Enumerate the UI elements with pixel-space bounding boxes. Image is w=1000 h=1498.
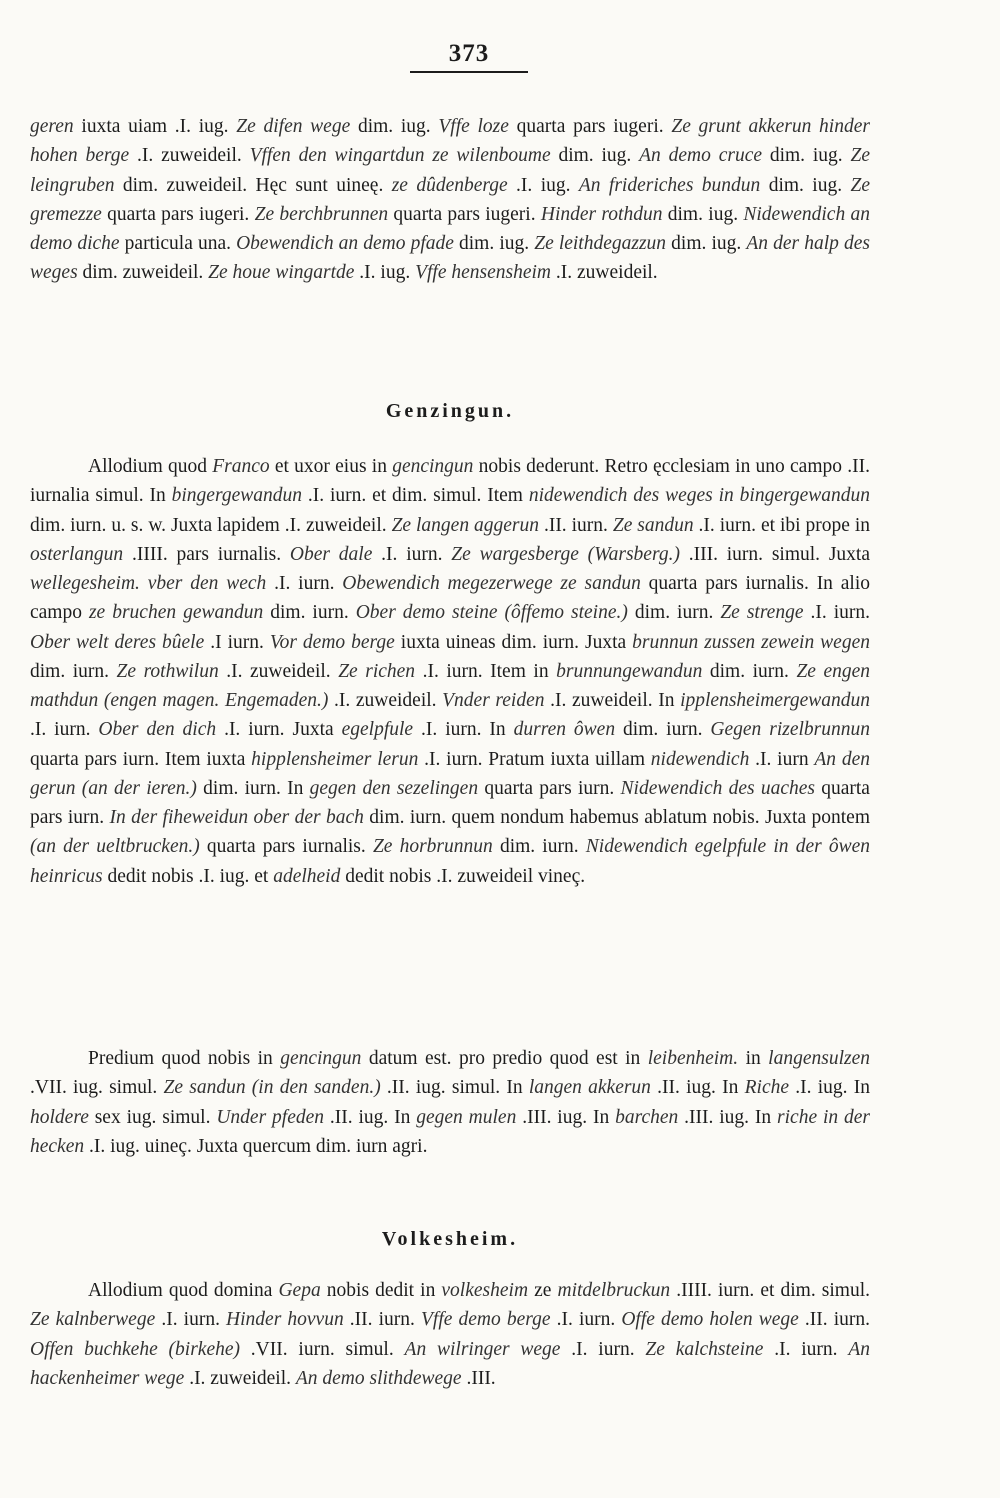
- italic-placename: egelpfule: [341, 719, 414, 741]
- italic-placename: Vor demo berge: [269, 631, 395, 653]
- italic-placename: Hinder hovvun: [226, 1309, 344, 1331]
- italic-placename: geren: [30, 116, 74, 137]
- text-run: particula una.: [119, 233, 237, 254]
- text-run: .IIII. iurn. et dim. simul.: [670, 1280, 870, 1301]
- text-run: quarta pars iurn. Item iuxta: [30, 748, 252, 770]
- text-block-volkesheim: [30, 1276, 870, 1393]
- text-run: .I. iurn: [749, 748, 815, 770]
- italic-placename: gencingun: [280, 1048, 362, 1069]
- italic-placename: An der halp des weges: [30, 233, 870, 284]
- italic-placename: Ze berchbrunnen: [254, 203, 389, 225]
- italic-placename: holdere: [30, 1106, 89, 1128]
- italic-placename: Obewendich megezerwege ze sandun: [342, 573, 641, 594]
- italic-placename: Vffe loze: [438, 116, 509, 137]
- italic-placename: adelheid: [273, 865, 341, 887]
- italic-placename: Under pfeden: [216, 1106, 324, 1128]
- italic-placename: Vnder reiden: [442, 690, 545, 711]
- italic-placename: langensulzen: [768, 1048, 870, 1069]
- text-run: .I. iug. uineç. Juxta quercum dim. iurn agri.: [84, 1135, 428, 1157]
- text-run: Allodium quod domina: [88, 1280, 279, 1301]
- text-run: dedit nobis .I. zuweideil vineç.: [340, 865, 586, 887]
- italic-placename: An wilringer wege: [404, 1338, 561, 1360]
- italic-placename: Gepa: [278, 1280, 321, 1301]
- italic-placename: volkesheim: [441, 1280, 529, 1301]
- italic-placename: bingergewandun: [171, 485, 302, 507]
- italic-placename: riche in der hecken: [30, 1106, 870, 1157]
- text-run: .I. iurn. Juxta: [216, 719, 342, 741]
- text-run: dim. iurn. quem nondum habemus ablatum nobis. Juxta pontem: [363, 807, 870, 828]
- text-run: .III.: [461, 1367, 496, 1389]
- text-run: iuxta uiam .I. iug.: [73, 116, 237, 137]
- italic-placename: An frideriches bundun: [578, 174, 761, 196]
- text-run: .I. zuweideil.: [328, 690, 443, 711]
- text-block-genzingun-2: [30, 1044, 870, 1161]
- text-run: nobis dedit in: [320, 1280, 442, 1301]
- text-run: dim. iug.: [453, 233, 535, 254]
- italic-placename: ze dûdenberge: [391, 174, 508, 196]
- italic-placename: Ze kalnberwege: [30, 1309, 156, 1331]
- italic-placename: Ze sandun: [612, 514, 694, 536]
- text-run: .III. iug. In: [516, 1106, 616, 1128]
- italic-placename: wellegesheim. vber den wech: [30, 573, 267, 594]
- italic-placename: Ober dale: [289, 543, 373, 565]
- italic-placename: An demo cruce: [639, 145, 763, 167]
- italic-placename: Ober demo steine (ôffemo steine.): [355, 602, 628, 624]
- text-run: dim. iug.: [760, 174, 851, 196]
- text-run: .II. iurn.: [798, 1309, 871, 1331]
- italic-placename: Ze wargesberge (Warsberg.): [451, 543, 680, 565]
- italic-placename: nidewendich: [650, 748, 750, 770]
- text-run: quarta pars iugeri.: [388, 203, 541, 225]
- text-run: .I. iurn. et ibi prope in: [693, 514, 870, 536]
- text-run: quarta pars iugeri.: [508, 116, 672, 137]
- italic-placename: Ze sandun (in den sanden.): [163, 1077, 381, 1099]
- italic-placename: Ober den dich: [98, 719, 217, 741]
- text-run: .III. iug. In: [678, 1106, 778, 1128]
- italic-placename: Ze leithdegazzun: [534, 233, 667, 254]
- text-run: dim. iurn.: [492, 836, 586, 858]
- text-run: dedit nobis .I. iug. et: [102, 865, 274, 887]
- text-run: quarta pars iurnalis. In alio campo: [30, 573, 870, 624]
- text-run: iuxta uineas dim. iurn. Juxta: [394, 631, 633, 653]
- italic-placename: Vffe demo berge: [421, 1309, 551, 1331]
- section-heading-genzingun: Genzingun.: [385, 400, 515, 422]
- italic-placename: leibenheim.: [647, 1048, 739, 1069]
- text-run: .I. zuweideil.: [184, 1367, 296, 1389]
- italic-placename: Ze kalchsteine: [645, 1338, 764, 1360]
- italic-placename: Ze richen: [338, 660, 416, 682]
- text-run: .I. iurn.: [550, 1309, 622, 1331]
- text-run: dim. iug.: [666, 233, 747, 254]
- italic-placename: gegen den sezelingen: [309, 777, 479, 799]
- italic-placename: In der fiheweidun ober der bach: [109, 807, 364, 828]
- paragraph: [30, 1276, 870, 1393]
- text-run: .I. iurn.: [763, 1338, 849, 1360]
- text-run: quarta pars iurnalis.: [199, 836, 373, 858]
- text-run: .VII. iurn. simul.: [240, 1338, 405, 1360]
- italic-placename: Ze strenge: [720, 602, 804, 624]
- italic-placename: Obewendich an demo pfade: [236, 233, 454, 254]
- text-run: .I. zuweideil.: [129, 145, 250, 167]
- italic-placename: Ze difen wege: [236, 116, 351, 137]
- text-run: .II. iurn.: [539, 514, 613, 536]
- text-run: dim. iurn.: [627, 602, 721, 624]
- italic-placename: Ze gremezze: [30, 174, 870, 225]
- text-run: .I. iurn.: [266, 573, 343, 594]
- italic-placename: Ze rothwilun: [116, 660, 219, 682]
- text-run: .III. iurn. simul. Juxta: [679, 543, 871, 565]
- text-run: .I. iurn.: [155, 1309, 227, 1331]
- italic-placename: Nidewendich an demo diche: [30, 203, 870, 254]
- italic-placename: An den gerun (an der ieren.): [30, 748, 870, 799]
- text-run: .I. iurn. In: [413, 719, 514, 741]
- paragraph: [30, 452, 870, 891]
- italic-placename: durren ôwen: [513, 719, 616, 741]
- italic-placename: Ze horbrunnun: [372, 836, 493, 858]
- text-run: dim. iug.: [762, 145, 851, 167]
- italic-placename: ipplensheimergewandun: [680, 690, 870, 711]
- text-run: Predium quod nobis in: [88, 1048, 281, 1069]
- paragraph: [30, 1044, 870, 1161]
- text-run: .I. zuweideil.: [218, 660, 339, 682]
- text-run: .I. iurn.: [560, 1338, 646, 1360]
- italic-placename: Hinder rothdun: [540, 203, 663, 225]
- italic-placename: Gegen rizelbrunnun: [710, 719, 870, 741]
- text-run: quarta pars iurn.: [478, 777, 621, 799]
- text-run: .II. iug. simul. In: [380, 1077, 529, 1099]
- text-run: dim. iurn.: [615, 719, 711, 741]
- text-run: .I iurn.: [204, 631, 270, 653]
- page-number: 373: [410, 40, 528, 73]
- text-run: dim. iurn. In: [196, 777, 310, 799]
- text-run: .I. iurn.: [803, 602, 871, 624]
- italic-placename: Ze grunt akkerun hinder hohen berge: [30, 116, 870, 167]
- italic-placename: Nidewendich des uaches: [620, 777, 815, 799]
- italic-placename: Ze houe wingartde: [208, 262, 355, 284]
- text-run: dim. iug.: [350, 116, 439, 137]
- italic-placename: barchen: [615, 1106, 679, 1128]
- italic-placename: brunnun zussen zewein wegen: [632, 631, 870, 653]
- italic-placename: (an der ueltbrucken.): [30, 836, 200, 858]
- text-run: .II. iug. In: [324, 1106, 417, 1128]
- italic-placename: langen akkerun: [528, 1077, 651, 1099]
- text-run: sex iug. simul.: [88, 1106, 217, 1128]
- italic-placename: osterlangun: [30, 543, 124, 565]
- text-run: dim. iurn.: [30, 660, 117, 682]
- text-run: .IIII. pars iurnalis.: [123, 543, 290, 565]
- text-run: dim. iurn.: [702, 660, 797, 682]
- italic-placename: gencingun: [392, 456, 474, 477]
- text-run: quarta pars iurn.: [30, 777, 870, 828]
- text-run: dim. iurn.: [263, 602, 356, 624]
- italic-placename: nidewendich des weges in bingergewandun: [528, 485, 870, 507]
- text-run: dim. iug.: [550, 145, 640, 167]
- italic-placename: Ober welt deres bûele: [30, 631, 205, 653]
- italic-placename: Offen buchkehe (birkehe): [30, 1338, 240, 1360]
- text-block-genzingun: [30, 452, 870, 891]
- text-run: .II. iug. In: [650, 1077, 745, 1099]
- text-run: .I. iurn. Pratum iuxta uillam: [418, 748, 651, 770]
- italic-placename: Ze langen aggerun: [391, 514, 540, 536]
- italic-placename: Riche: [744, 1077, 790, 1099]
- text-run: .I. zuweideil.: [551, 262, 658, 284]
- text-run: .I. iurn.: [30, 719, 99, 741]
- text-run: dim. iurn. u. s. w. Juxta lapidem .I. zuweideil.: [30, 514, 392, 536]
- text-run: dim. zuweideil. Hęc sunt uineę.: [114, 174, 392, 196]
- italic-placename: brunnungewandun: [556, 660, 703, 682]
- text-run: .I. zuweideil. In: [544, 690, 681, 711]
- section-heading-volkesheim: Volkesheim.: [381, 1228, 519, 1250]
- text-run: .VII. iug. simul.: [30, 1077, 164, 1099]
- text-run: quarta pars iugeri.: [101, 203, 255, 225]
- text-run: .I. iug.: [354, 262, 416, 284]
- text-run: dim. zuweideil.: [77, 262, 209, 284]
- text-run: ze: [528, 1280, 558, 1301]
- text-run: .I. iug. In: [789, 1077, 870, 1099]
- paragraph: [30, 112, 870, 288]
- text-run: datum est. pro predio quod est in: [361, 1048, 648, 1069]
- italic-placename: Vffen den wingartdun ze wilenboume: [249, 145, 551, 167]
- italic-placename: Nidewendich egelpfule in der ôwen heinricus: [30, 836, 871, 887]
- text-run: et uxor eius in: [269, 456, 393, 477]
- text-run: .I. iurn. Item in: [415, 660, 557, 682]
- italic-placename: Ze engen mathdun (engen magen. Engemaden.): [30, 660, 871, 711]
- text-run: .II. iurn.: [343, 1309, 422, 1331]
- italic-placename: An hackenheimer wege: [30, 1338, 871, 1389]
- text-run: .I. iurn. et dim. simul. Item: [301, 485, 529, 507]
- italic-placename: gegen mulen: [416, 1106, 517, 1128]
- italic-placename: Franco: [212, 456, 270, 477]
- text-block-continuation: [30, 112, 870, 288]
- italic-placename: mitdelbruckun: [557, 1280, 671, 1301]
- text-run: .I. iug.: [507, 174, 579, 196]
- italic-placename: Vffe hensensheim: [415, 262, 552, 284]
- italic-placename: An demo slithdewege: [295, 1367, 462, 1389]
- text-run: .I. iurn.: [372, 543, 452, 565]
- italic-placename: Offe demo holen wege: [621, 1309, 799, 1331]
- text-run: Allodium quod: [88, 456, 213, 477]
- text-run: nobis dederunt. Retro ęcclesiam in uno campo .II. iurnalia simul. In: [30, 456, 870, 507]
- text-run: dim. iug.: [662, 203, 744, 225]
- italic-placename: hipplensheimer lerun: [251, 748, 419, 770]
- italic-placename: ze bruchen gewandun: [88, 602, 264, 624]
- text-run: in: [738, 1048, 769, 1069]
- italic-placename: Ze leingruben: [30, 145, 871, 196]
